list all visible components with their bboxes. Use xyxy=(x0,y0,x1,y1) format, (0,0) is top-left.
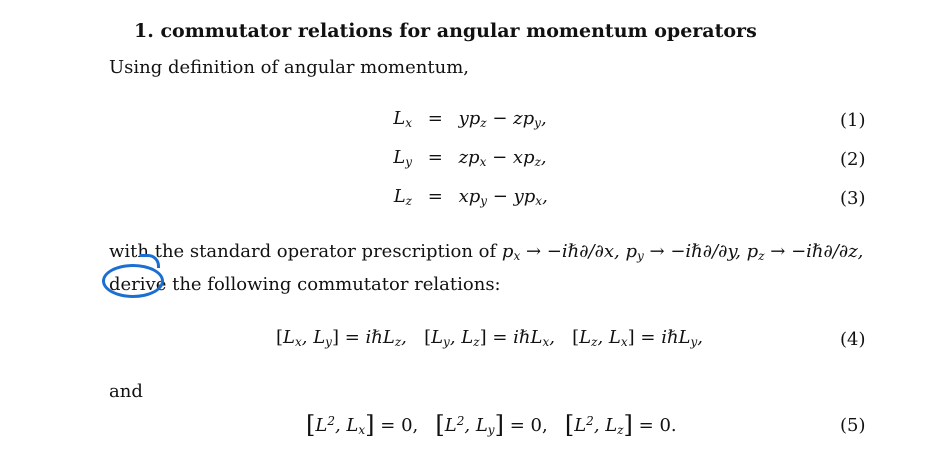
derive-rest: the following commutator relations: xyxy=(172,274,501,295)
equation-1: $L_x = yp_z - zp_y$, xyxy=(393,108,547,130)
handwritten-circle-annotation xyxy=(102,264,167,298)
equation-5: [$L^2$, $L_x] = 0$, [$L^2$, $L_y] = 0$, [$L^2$, $L_z] = 0$. xyxy=(306,411,677,439)
equation-number: (3) xyxy=(840,188,866,209)
and-word: and xyxy=(109,381,143,402)
derive-line xyxy=(109,274,501,295)
equation-number: (2) xyxy=(840,149,866,170)
equation-4: [$L_x$, $L_y$] = iℏL$_z$, [$L_y$, $L_z$] = iℏL$_x$, [$L_z$, $L_x$] = iℏL$_y$, xyxy=(276,327,704,349)
prescription-text: with the standard operator prescription of xyxy=(109,241,497,262)
section-title: 1. commutator relations for angular momentum operators xyxy=(134,20,757,42)
prescription-line xyxy=(109,241,863,263)
equation-number: (5) xyxy=(840,415,866,436)
intro-text: Using definition of angular momentum, xyxy=(109,57,469,78)
prescription-math: $p_x$ → −iℏ∂/∂x, $p_y$ → −iℏ∂/∂y, $p_z$ → −iℏ∂/∂z, xyxy=(501,241,864,263)
equation-3: $L_z = xp_y - yp_x$, xyxy=(393,186,548,208)
derive-word: derive xyxy=(109,274,167,295)
equation-number: (1) xyxy=(840,110,866,131)
equation-2: $L_y = zp_x - xp_z$, xyxy=(393,147,547,169)
equation-number: (4) xyxy=(840,329,866,350)
